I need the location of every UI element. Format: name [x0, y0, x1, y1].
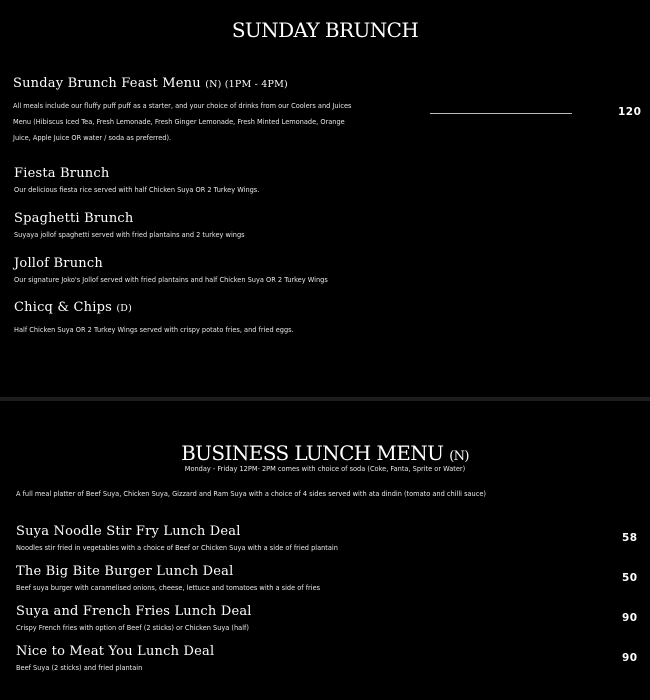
lunch-intro: A full meal platter of Beef Suya, Chicken Suya, Gizzard and Ram Suya with a choice of 4 sides served with ata dindin (tomato and chilli sauce) [16, 490, 486, 498]
lunch-item-noodle-price: 58 [622, 532, 638, 544]
lunch-item-fries-desc: Crispy French fries with option of Beef (2 sticks) or Chicken Suya (half) [16, 624, 249, 632]
lunch-title [0, 441, 650, 465]
brunch-item-jollof-desc: Our signature Joko's Jollof served with fried plantains and half Chicken Suya OR 2 Turkey Wings [14, 276, 328, 284]
lunch-item-fries-name: Suya and French Fries Lunch Deal [16, 604, 252, 619]
feast-menu-price: 120 [618, 106, 642, 118]
feast-menu-tag: (N) (1PM - 4PM) [205, 79, 288, 90]
feast-menu-desc-line-1: All meals include our fluffy puff puff as a starter, and your choice of drinks from our Coolers and Juices [13, 102, 352, 110]
lunch-item-meat-name: Nice to Meat You Lunch Deal [16, 644, 215, 659]
brunch-item-chicq-name: Chicq & Chips [14, 300, 112, 315]
lunch-item-burger-name: The Big Bite Burger Lunch Deal [16, 564, 234, 579]
brunch-item-fiesta-name: Fiesta Brunch [14, 166, 110, 181]
lunch-item-meat-price: 90 [622, 652, 638, 664]
lunch-item-noodle-desc: Noodles stir fried in vegetables with a choice of Beef or Chicken Suya with a side of fried plantain [16, 544, 338, 552]
lunch-item-burger-price: 50 [622, 572, 638, 584]
feast-menu-name: Sunday Brunch Feast Menu [13, 76, 201, 91]
brunch-title: SUNDAY BRUNCH [231, 18, 419, 42]
brunch-item-fiesta-desc: Our delicious fiesta rice served with half Chicken Suya OR 2 Turkey Wings. [14, 186, 260, 194]
lunch-title-tag: (N) [449, 449, 469, 464]
price-leader-line [430, 113, 572, 114]
lunch-subtitle: Monday - Friday 12PM- 2PM comes with choice of soda (Coke, Fanta, Sprite or Water) [184, 465, 466, 473]
brunch-item-chicq-heading [14, 300, 132, 315]
lunch-item-burger-desc: Beef suya burger with caramelised onions, cheese, lettuce and tomatoes with a side of fries [16, 584, 321, 592]
feast-menu-heading [13, 76, 288, 91]
brunch-item-chicq-tag: (D) [116, 303, 132, 314]
lunch-item-noodle-name: Suya Noodle Stir Fry Lunch Deal [16, 524, 241, 539]
brunch-item-chicq-desc: Half Chicken Suya OR 2 Turkey Wings served with crispy potato fries, and fried eggs. [14, 326, 294, 334]
lunch-title-text: BUSINESS LUNCH MENU [181, 441, 444, 465]
brunch-item-jollof-name: Jollof Brunch [14, 256, 103, 271]
lunch-item-meat-desc: Beef Suya (2 sticks) and fried plantain [16, 664, 143, 672]
feast-menu-desc-line-3: Juice, Apple Juice OR water / soda as preferred). [13, 134, 172, 142]
brunch-item-spaghetti-desc: Suyaya jollof spaghetti served with fried plantains and 2 turkey wings [14, 231, 245, 239]
lunch-item-fries-price: 90 [622, 612, 638, 624]
feast-menu-desc-line-2: Menu (Hibiscus Iced Tea, Fresh Lemonade, Fresh Ginger Lemonade, Fresh Minted Lemonade, Orange [13, 118, 345, 126]
brunch-item-spaghetti-name: Spaghetti Brunch [14, 211, 134, 226]
